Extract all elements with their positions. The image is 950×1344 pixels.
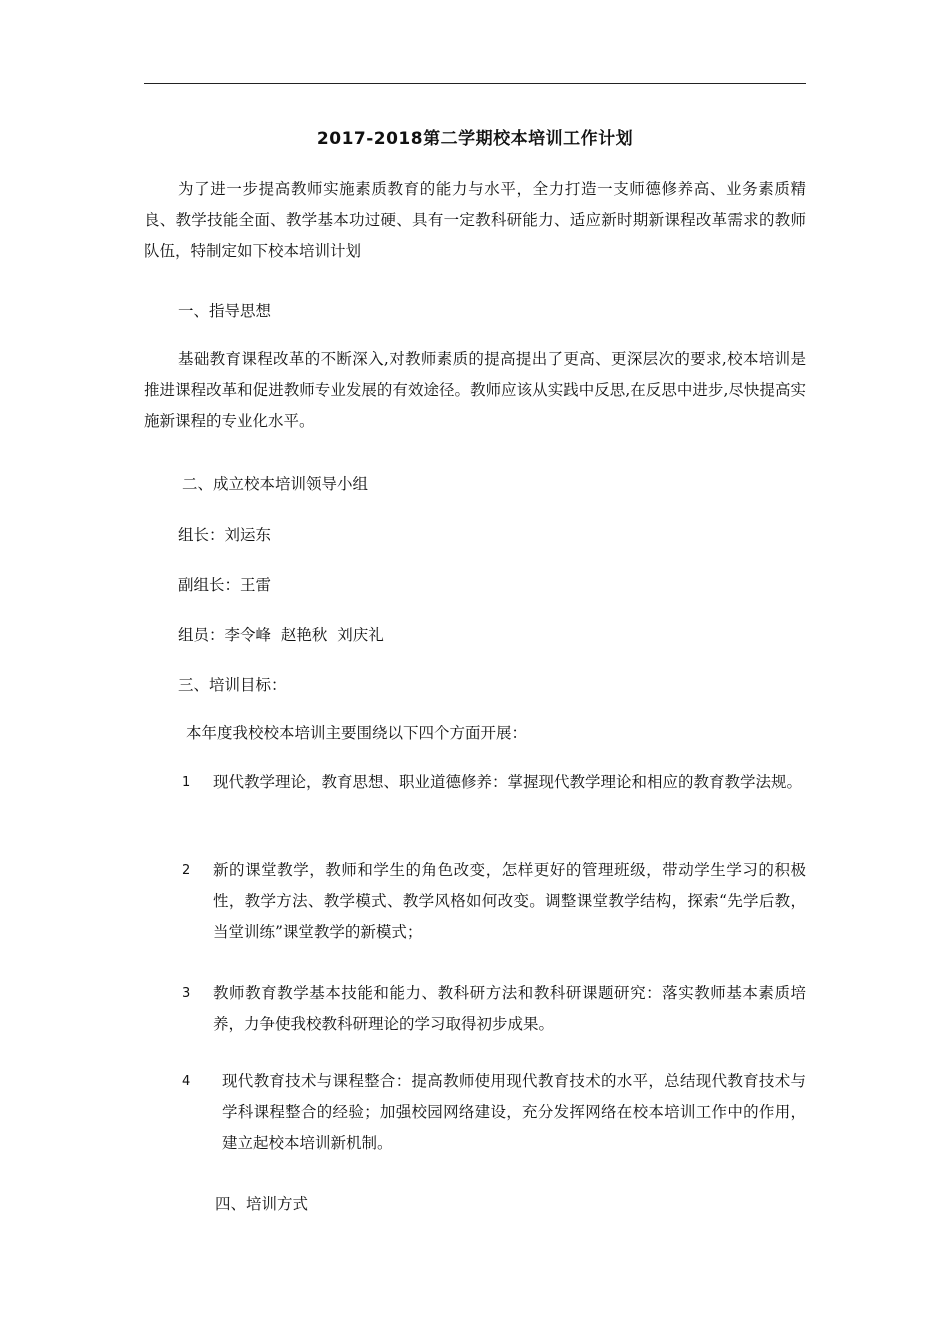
list-item-text: 新的课堂教学，教师和学生的角色改变，怎样更好的管理班级，带动学生学习的积极性，教学方法、教学模式、教学风格如何改变。调整课堂教学结构，探索“先学后教，当堂训练”课堂教学的新模式； xyxy=(213,861,806,941)
list-item-text: 教师教育教学基本技能和能力、教科研方法和教科研课题研究：落实教师基本素质培养，力争使我校教科研理论的学习取得初步成果。 xyxy=(213,984,806,1033)
section-heading-guiding-ideology: 一、指导思想 xyxy=(178,302,272,320)
list-item-number: 1 xyxy=(182,775,191,790)
intro-paragraph: 为了进一步提高教师实施素质教育的能力与水平，全力打造一支师德修养高、业务素质精良、教学技能全面、教学基本功过硬、具有一定教科研能力、适应新时期新课程改革需求的教师队伍，特制定如下校本培训计划 xyxy=(144,180,806,260)
section-heading-training-methods: 四、培训方式 xyxy=(215,1195,309,1213)
header-rule xyxy=(144,83,806,84)
section-heading-training-goals: 三、培训目标： xyxy=(178,676,287,694)
list-item xyxy=(144,978,806,1040)
section-heading-leadership-group: 二、成立校本培训领导小组 xyxy=(182,475,369,493)
group-members: 组员：李令峰 赵艳秋 刘庆礼 xyxy=(178,626,384,644)
list-item-number: 3 xyxy=(182,986,191,1001)
list-item-text: 现代教学理论，教育思想、职业道德修养：掌握现代教学理论和相应的教育教学法规。 xyxy=(213,773,803,791)
list-item xyxy=(144,855,806,948)
list-item xyxy=(144,767,806,798)
list-item-number: 4 xyxy=(182,1074,191,1089)
list-item xyxy=(144,1066,806,1159)
training-goals-intro: 本年度我校校本培训主要围绕以下四个方面开展： xyxy=(186,724,528,742)
guiding-ideology-paragraph: 基础教育课程改革的不断深入,对教师素质的提高提出了更高、更深层次的要求,校本培训是推进课程改革和促进教师专业发展的有效途径。教师应该从实践中反思,在反思中进步,尽快提高实施新课程的专业化水平。 xyxy=(144,350,806,430)
list-item-text: 现代教育技术与课程整合：提高教师使用现代教育技术的水平，总结现代教育技术与学科课程整合的经验；加强校园网络建设，充分发挥网络在校本培训工作中的作用，建立起校本培训新机制。 xyxy=(222,1072,806,1152)
list-item-number: 2 xyxy=(182,863,191,878)
document-title: 2017-2018第二学期校本培训工作计划 xyxy=(316,129,634,149)
group-vice-leader: 副组长：王雷 xyxy=(178,576,272,594)
group-leader: 组长：刘运东 xyxy=(178,526,272,544)
